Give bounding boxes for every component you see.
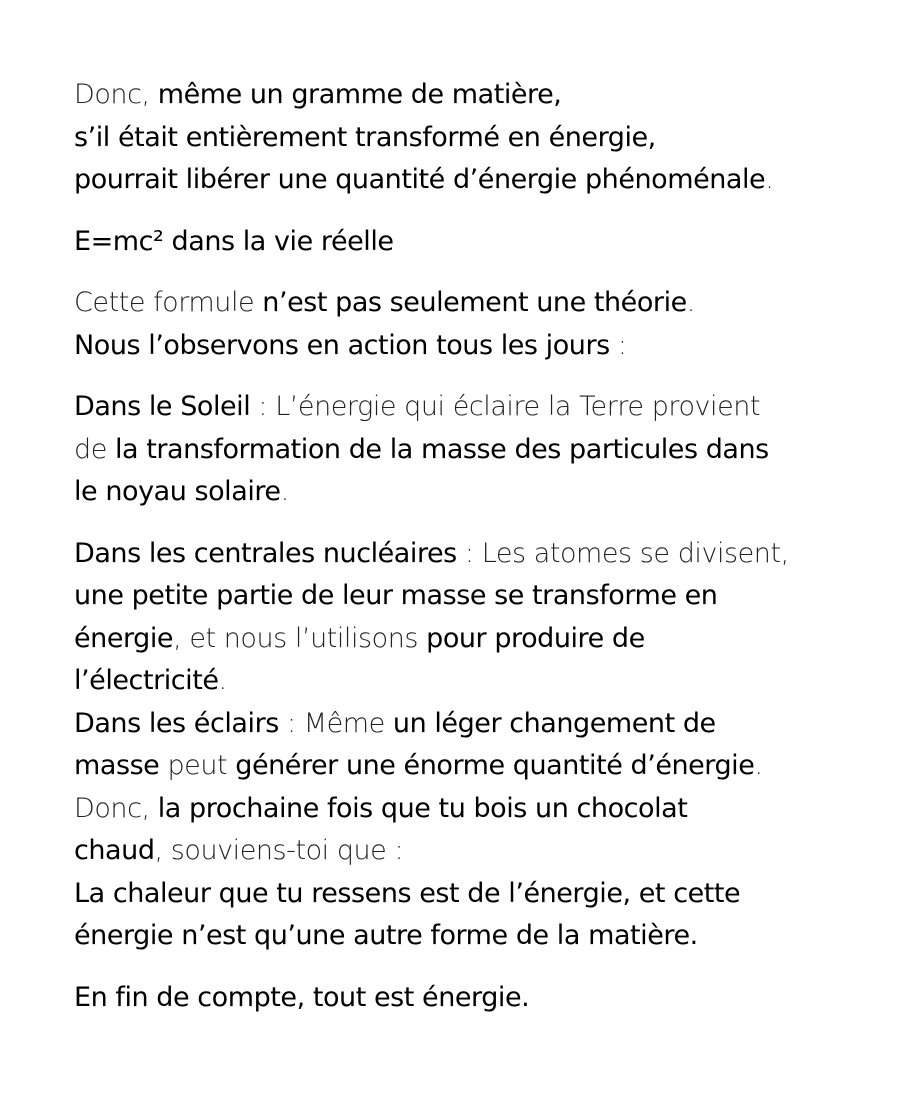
spacer (74, 958, 860, 977)
text-run: Nous l’observons en action tous les jours (74, 329, 610, 361)
text-run: , et nous l’utilisons (173, 622, 427, 654)
text-run: Dans les éclairs (74, 707, 279, 739)
text-run: . (218, 665, 227, 696)
spacer (74, 514, 860, 533)
text-line (74, 745, 860, 788)
text-line (74, 977, 860, 1020)
text-line (74, 429, 860, 472)
text-run: . (280, 476, 289, 507)
text-line (74, 873, 860, 916)
text-line (74, 117, 860, 160)
text-run: s’il était entièrement transformé en énergie, (74, 121, 656, 153)
spacer (74, 263, 860, 282)
paragraph-sun (74, 386, 860, 514)
text-run: Dans le Soleil (74, 391, 251, 422)
text-run: pour produire de (426, 622, 645, 654)
text-run: la prochaine fois que tu bois un chocolat (157, 792, 688, 824)
paragraph-formula (74, 282, 860, 367)
text-line (74, 74, 860, 117)
text-run: . (754, 750, 763, 781)
text-line (74, 471, 860, 514)
text-line (74, 282, 860, 325)
text-line (74, 575, 860, 618)
text-run: même un gramme de matière, (157, 79, 562, 110)
text-line (74, 660, 860, 703)
text-run: Donc, (74, 79, 158, 110)
text-run: la transformation de la masse des particules dans (114, 433, 769, 465)
text-line (74, 533, 860, 576)
text-line (74, 915, 860, 958)
paragraph-intro (74, 74, 860, 202)
text-run: masse (74, 750, 160, 781)
text-line (74, 221, 860, 264)
text-run: . (765, 164, 774, 195)
text-run: En fin de compte, tout est énergie. (74, 981, 530, 1013)
text-run: Donc, (74, 792, 158, 824)
text-run: pourrait libérer une quantité d’énergie phénoménale (74, 164, 766, 195)
text-run: peut (159, 750, 236, 781)
text-run: , souviens-toi que : (154, 835, 404, 866)
text-run: énergie n’est qu’une autre forme de la matière. (74, 920, 698, 951)
text-line (74, 325, 860, 368)
text-line (74, 159, 860, 202)
text-line (74, 703, 860, 746)
text-run: chaud (74, 835, 155, 866)
spacer (74, 367, 860, 386)
section-heading (74, 221, 860, 264)
text-run: énergie (74, 622, 174, 654)
text-run: un léger changement de (392, 707, 716, 739)
text-run: Dans les centrales nucléaires (74, 537, 457, 569)
text-run: n’est pas seulement une théorie (262, 287, 687, 318)
text-line (74, 386, 860, 429)
text-line (74, 618, 860, 661)
text-run: : L’énergie qui éclaire la Terre provient (250, 391, 761, 422)
text-run: Cette formule (74, 287, 263, 318)
text-run: : Même (278, 707, 393, 739)
text-run: générer une énorme quantité d’énergie (235, 750, 755, 781)
text-run: une petite partie de leur masse se transforme en (74, 580, 718, 611)
text-run: de (74, 433, 115, 465)
text-run: l’électricité (74, 665, 219, 696)
text-run: . (686, 287, 695, 318)
text-run: La chaleur que tu ressens est de l’énergie, et cette (74, 877, 741, 909)
text-line (74, 788, 860, 831)
text-run: le noyau solaire (74, 476, 281, 507)
text-run: : Les atomes se divisent, (456, 537, 789, 569)
spacer (74, 202, 860, 221)
text-line (74, 830, 860, 873)
text-run: : (609, 329, 627, 361)
paragraph-examples (74, 533, 860, 958)
paragraph-conclusion (74, 977, 860, 1020)
heading-text: E=mc² dans la vie réelle (74, 225, 394, 257)
